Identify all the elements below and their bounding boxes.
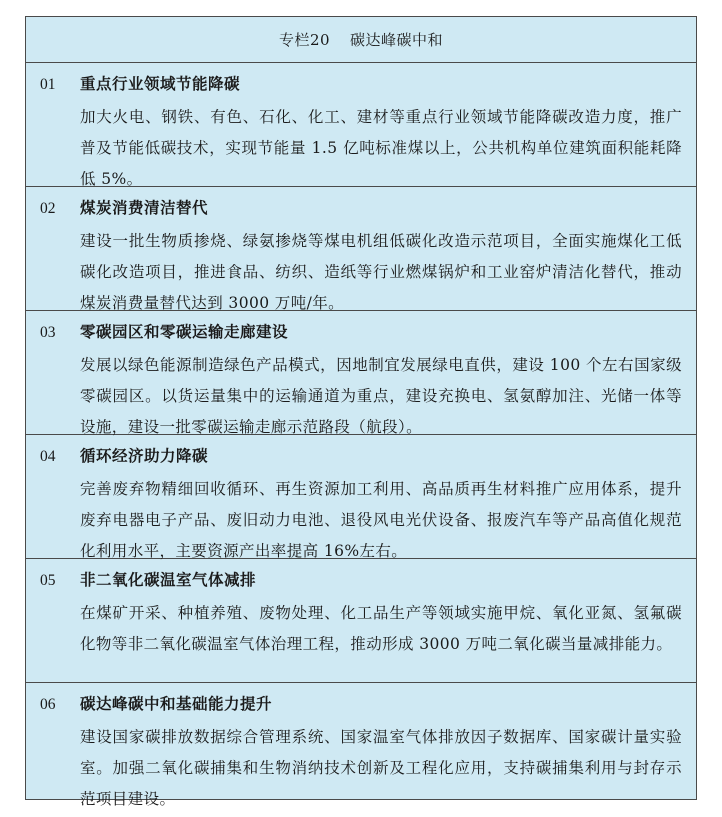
section-number: 01 <box>40 76 56 93</box>
section-title: 循环经济助力降碳 <box>80 446 209 465</box>
section-04 <box>26 435 696 559</box>
section-05 <box>26 559 696 683</box>
section-body: 完善废弃物精细回收循环、再生资源加工利用、高品质再生材料推广应用体系，提升废弃电器电子产品、废旧动力电池、退役风电光伏设备、报废汽车等产品高值化规范化利用水平，主要资源产出率提高 16%左右。 <box>80 480 682 560</box>
column-number: 专栏20 <box>278 31 331 49</box>
section-06 <box>26 683 696 808</box>
column-title: 碳达峰碳中和 <box>350 31 444 49</box>
section-body: 建设国家碳排放数据综合管理系统、国家温室气体排放因子数据库、国家碳计量实验室。加强二氧化碳捕集和生物消纳技术创新及工程化应用，支持碳捕集利用与封存示范项目建设。 <box>80 728 682 808</box>
section-03 <box>26 311 696 435</box>
section-title: 零碳园区和零碳运输走廊建设 <box>80 322 289 341</box>
section-number: 06 <box>40 696 56 713</box>
column-panel <box>25 16 697 808</box>
section-title: 非二氧化碳温室气体减排 <box>80 570 257 589</box>
section-title: 重点行业领域节能降碳 <box>80 74 241 93</box>
section-body: 加大火电、钢铁、有色、石化、化工、建材等重点行业领域节能降碳改造力度，推广普及节能低碳技术，实现节能量 1.5 亿吨标准煤以上，公共机构单位建筑面积能耗降低 5%。 <box>80 108 682 188</box>
section-body: 在煤矿开采、种植养殖、废物处理、化工品生产等领域实施甲烷、氧化亚氮、氢氟碳化物等非二氧化碳温室气体治理工程，推动形成 3000 万吨二氧化碳当量减排能力。 <box>80 604 682 653</box>
section-title: 煤炭消费清洁替代 <box>80 198 209 217</box>
section-number: 04 <box>40 448 56 465</box>
section-number: 02 <box>40 200 56 217</box>
section-01 <box>26 63 696 187</box>
column-title-bar <box>26 17 696 63</box>
section-number: 05 <box>40 572 56 589</box>
section-number: 03 <box>40 324 56 341</box>
section-title: 碳达峰碳中和基础能力提升 <box>80 694 273 713</box>
section-02 <box>26 187 696 311</box>
section-body: 发展以绿色能源制造绿色产品模式，因地制宜发展绿电直供，建设 100 个左右国家级零碳园区。以货运量集中的运输通道为重点，建设充换电、氢氨醇加注、光储一体等设施，建设一批零碳运输走廊示范路段（航段）。 <box>80 356 682 436</box>
section-body: 建设一批生物质掺烧、绿氨掺烧等煤电机组低碳化改造示范项目，全面实施煤化工低碳化改造项目，推进食品、纺织、造纸等行业燃煤锅炉和工业窑炉清洁化替代，推动煤炭消费量替代达到 3000 万吨/年。 <box>80 232 682 312</box>
